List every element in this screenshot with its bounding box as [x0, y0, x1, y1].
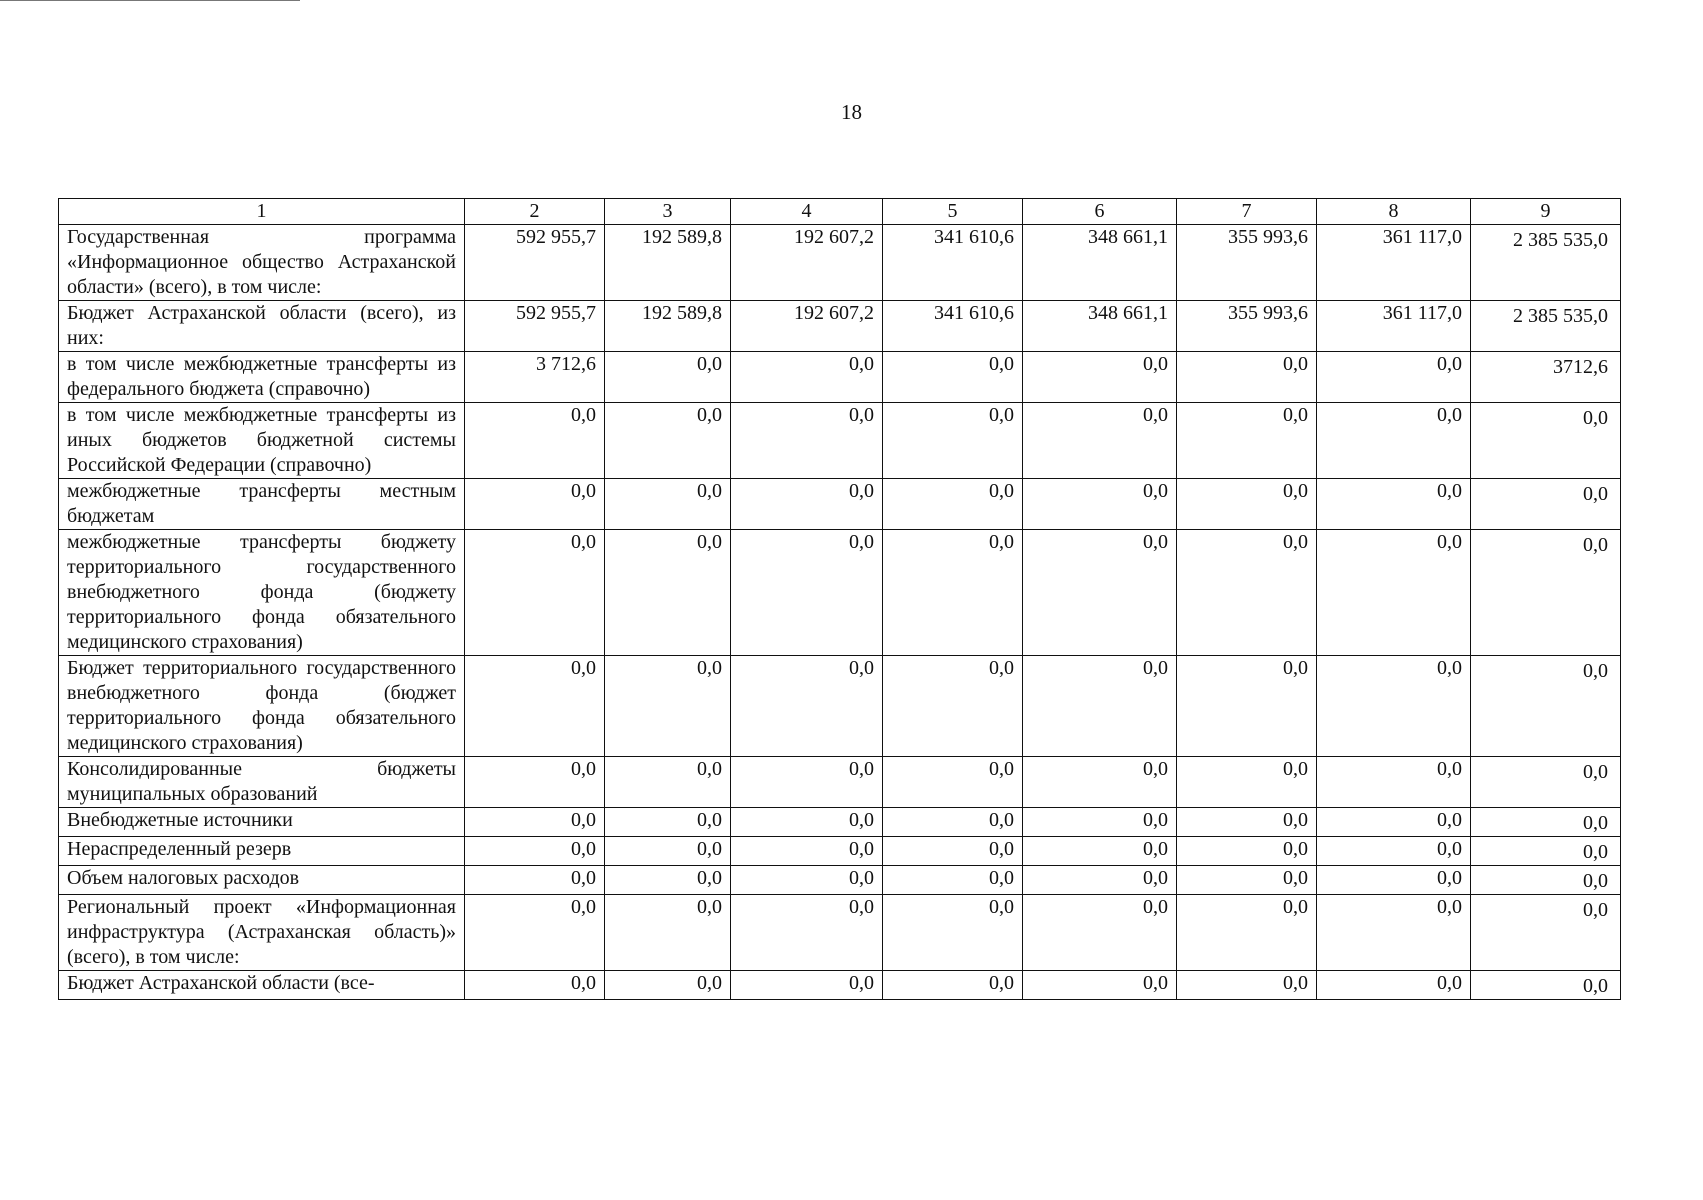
table-row	[59, 479, 1621, 530]
table-row	[59, 837, 1621, 866]
table-cell: 0,0	[1177, 352, 1317, 403]
table-cell: 0,0	[1177, 403, 1317, 479]
table-cell: 0,0	[1471, 808, 1621, 837]
table-row	[59, 895, 1621, 971]
table-cell: 0,0	[1471, 403, 1621, 479]
table-cell: 0,0	[1177, 895, 1317, 971]
table-row	[59, 866, 1621, 895]
column-header: 9	[1471, 199, 1621, 225]
table-cell: 0,0	[1177, 971, 1317, 1000]
table-cell: 0,0	[1317, 403, 1471, 479]
table-row	[59, 757, 1621, 808]
table-cell: 361 117,0	[1317, 301, 1471, 352]
table-cell: 0,0	[1177, 479, 1317, 530]
row-label: межбюджетные трансферты местным бюджетам	[59, 479, 465, 530]
table-cell: 0,0	[465, 837, 605, 866]
table-cell: 0,0	[1471, 530, 1621, 656]
table-cell: 0,0	[731, 837, 883, 866]
table-cell: 0,0	[465, 530, 605, 656]
table-cell: 0,0	[883, 971, 1023, 1000]
header-row	[59, 199, 1621, 225]
table-cell: 0,0	[1471, 837, 1621, 866]
table-cell: 3 712,6	[465, 352, 605, 403]
row-label: Региональный проект «Информационная инфраструктура (Астраханская область)» (всего), в том числе:	[59, 895, 465, 971]
table-cell: 0,0	[1023, 403, 1177, 479]
row-label: Бюджет Астраханской области (всего), из них:	[59, 301, 465, 352]
table-cell: 192 589,8	[605, 301, 731, 352]
table-cell: 0,0	[465, 757, 605, 808]
table-cell: 592 955,7	[465, 225, 605, 301]
table-body	[59, 225, 1621, 1000]
table-row	[59, 530, 1621, 656]
table-cell: 0,0	[1023, 757, 1177, 808]
table-cell: 2 385 535,0	[1471, 301, 1621, 352]
table-cell: 0,0	[1177, 656, 1317, 757]
table-cell: 0,0	[1317, 479, 1471, 530]
column-header: 3	[605, 199, 731, 225]
table-cell: 0,0	[1471, 479, 1621, 530]
row-label: Объем налоговых расходов	[59, 866, 465, 895]
table-cell: 0,0	[883, 895, 1023, 971]
table-cell: 0,0	[465, 656, 605, 757]
row-label: Бюджет территориального государственного внебюджетного фонда (бюджет территориального фонда обязательного медицинского страхования)	[59, 656, 465, 757]
table-cell: 192 607,2	[731, 301, 883, 352]
table-cell: 0,0	[731, 403, 883, 479]
table-row	[59, 225, 1621, 301]
table-cell: 0,0	[731, 530, 883, 656]
table-cell: 0,0	[883, 403, 1023, 479]
table-cell: 0,0	[883, 656, 1023, 757]
table-cell: 0,0	[465, 479, 605, 530]
table-cell: 0,0	[1177, 837, 1317, 866]
table-cell: 0,0	[1177, 866, 1317, 895]
table-cell: 0,0	[731, 808, 883, 837]
table-cell: 0,0	[605, 866, 731, 895]
table-cell: 592 955,7	[465, 301, 605, 352]
table-cell: 0,0	[883, 757, 1023, 808]
table-cell: 0,0	[465, 866, 605, 895]
table-cell: 0,0	[605, 656, 731, 757]
table-cell: 0,0	[605, 352, 731, 403]
row-label: межбюджетные трансферты бюджету территориального государственного внебюджетного фонда (бюджету территориального фонда обязательного медицинского страхования)	[59, 530, 465, 656]
row-label: Нераспределенный резерв	[59, 837, 465, 866]
row-label: Государственная программа «Информационное общество Астраханской области» (всего), в том числе:	[59, 225, 465, 301]
table-row	[59, 971, 1621, 1000]
table-cell: 341 610,6	[883, 301, 1023, 352]
table-cell: 355 993,6	[1177, 225, 1317, 301]
table-cell: 0,0	[731, 479, 883, 530]
table-cell: 0,0	[1317, 530, 1471, 656]
column-header: 7	[1177, 199, 1317, 225]
table-row	[59, 301, 1621, 352]
scan-edge-line	[0, 0, 300, 1]
column-header: 6	[1023, 199, 1177, 225]
column-header: 2	[465, 199, 605, 225]
table-cell: 0,0	[1023, 866, 1177, 895]
table-cell: 0,0	[1177, 757, 1317, 808]
column-header: 4	[731, 199, 883, 225]
table-cell: 0,0	[731, 352, 883, 403]
table-cell: 0,0	[605, 808, 731, 837]
column-header: 5	[883, 199, 1023, 225]
table-cell: 348 661,1	[1023, 225, 1177, 301]
table-cell: 0,0	[605, 895, 731, 971]
table-cell: 0,0	[1317, 757, 1471, 808]
table-cell: 0,0	[1317, 837, 1471, 866]
row-label: Консолидированные бюджеты муниципальных образований	[59, 757, 465, 808]
table-cell: 0,0	[465, 895, 605, 971]
table-cell: 0,0	[883, 530, 1023, 656]
table-row	[59, 656, 1621, 757]
table-cell: 0,0	[1023, 656, 1177, 757]
table-cell: 0,0	[1023, 971, 1177, 1000]
row-label: Бюджет Астраханской области (все-	[59, 971, 465, 1000]
table-cell: 0,0	[1471, 971, 1621, 1000]
table-cell: 0,0	[731, 895, 883, 971]
table-cell: 0,0	[731, 866, 883, 895]
table-cell: 0,0	[605, 403, 731, 479]
table-cell: 192 607,2	[731, 225, 883, 301]
page-number: 18	[841, 100, 862, 124]
budget-table	[58, 198, 1621, 1000]
table-row	[59, 352, 1621, 403]
table-cell: 348 661,1	[1023, 301, 1177, 352]
table-cell: 192 589,8	[605, 225, 731, 301]
table-cell: 0,0	[883, 352, 1023, 403]
table-cell: 0,0	[1023, 837, 1177, 866]
table-cell: 0,0	[1317, 866, 1471, 895]
table-cell: 0,0	[1023, 808, 1177, 837]
table-cell: 0,0	[731, 656, 883, 757]
table-cell: 0,0	[731, 757, 883, 808]
table-cell: 0,0	[1023, 530, 1177, 656]
table-row	[59, 808, 1621, 837]
row-label: в том числе межбюджетные трансферты из иных бюджетов бюджетной системы Российской Федерации (справочно)	[59, 403, 465, 479]
table-cell: 0,0	[1317, 971, 1471, 1000]
row-label: в том числе межбюджетные трансферты из федерального бюджета (справочно)	[59, 352, 465, 403]
column-header: 8	[1317, 199, 1471, 225]
table-cell: 0,0	[1177, 530, 1317, 656]
table-cell: 0,0	[1177, 808, 1317, 837]
table-cell: 361 117,0	[1317, 225, 1471, 301]
table-cell: 0,0	[731, 971, 883, 1000]
table-cell: 0,0	[1317, 656, 1471, 757]
table-cell: 355 993,6	[1177, 301, 1317, 352]
table-cell: 0,0	[1023, 895, 1177, 971]
table-cell: 0,0	[1471, 895, 1621, 971]
table-cell: 0,0	[883, 866, 1023, 895]
table-cell: 0,0	[883, 837, 1023, 866]
table-cell: 0,0	[1317, 895, 1471, 971]
table-cell: 0,0	[1471, 656, 1621, 757]
table-cell: 0,0	[605, 837, 731, 866]
table-cell: 0,0	[605, 479, 731, 530]
table-cell: 0,0	[1317, 352, 1471, 403]
table-cell: 0,0	[605, 971, 731, 1000]
table-cell: 0,0	[605, 530, 731, 656]
table-cell: 0,0	[465, 403, 605, 479]
table-cell: 0,0	[1471, 866, 1621, 895]
table-cell: 0,0	[1471, 757, 1621, 808]
table-cell: 0,0	[883, 479, 1023, 530]
table-cell: 0,0	[883, 808, 1023, 837]
table-cell: 3712,6	[1471, 352, 1621, 403]
table-cell: 2 385 535,0	[1471, 225, 1621, 301]
table-cell: 0,0	[1023, 352, 1177, 403]
table-cell: 0,0	[465, 808, 605, 837]
table-cell: 0,0	[605, 757, 731, 808]
table-row	[59, 403, 1621, 479]
table-cell: 0,0	[1317, 808, 1471, 837]
table-cell: 341 610,6	[883, 225, 1023, 301]
column-header: 1	[59, 199, 465, 225]
table-cell: 0,0	[465, 971, 605, 1000]
table-cell: 0,0	[1023, 479, 1177, 530]
row-label: Внебюджетные источники	[59, 808, 465, 837]
